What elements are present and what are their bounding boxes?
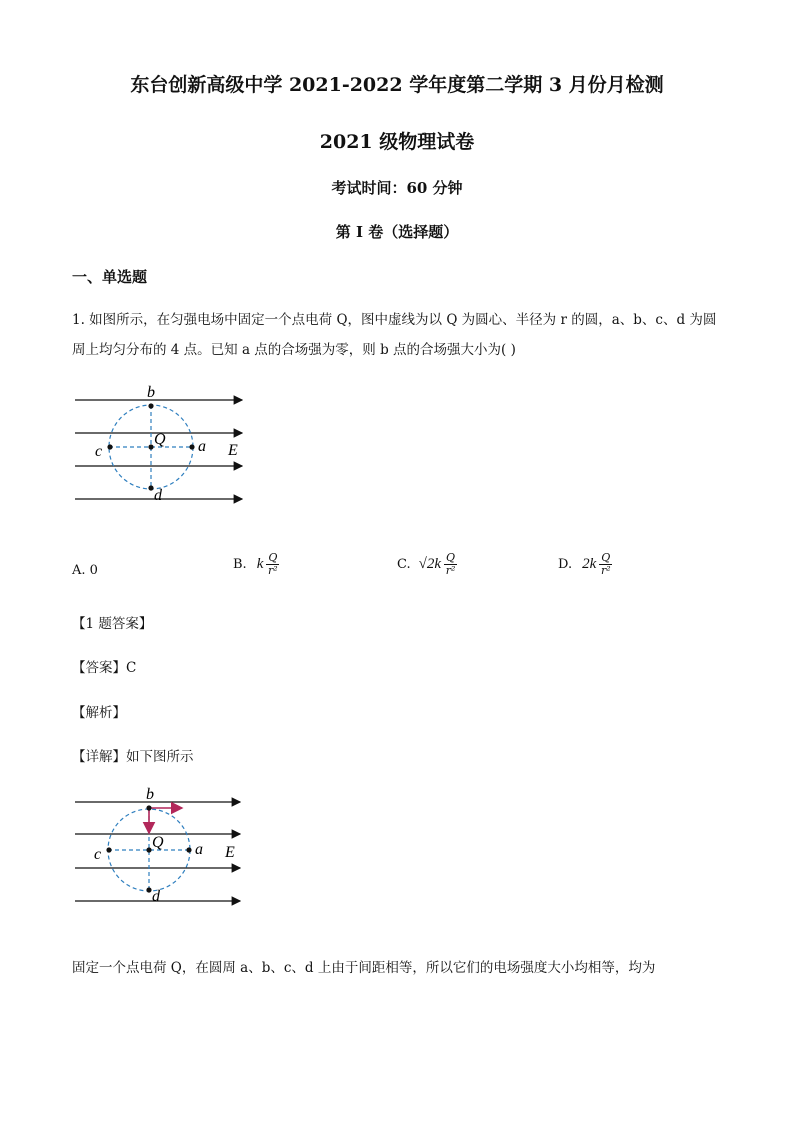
point-d — [146, 887, 151, 892]
point-b — [148, 403, 153, 408]
option-c-sqrt2k: √2k — [418, 556, 442, 572]
fraction-den: r² — [445, 564, 456, 577]
fraction-num: Q — [268, 551, 278, 564]
label-d: d — [154, 487, 162, 504]
detail-line — [72, 745, 194, 765]
exam-time: 考试时间：60 分钟 — [331, 179, 463, 197]
option-c[interactable] — [397, 552, 457, 577]
fraction-den: r² — [268, 564, 278, 577]
point-c — [106, 847, 111, 852]
solution-figure — [70, 785, 260, 910]
label-q: Q — [154, 431, 166, 448]
label-c: c — [94, 846, 102, 863]
option-d[interactable] — [558, 552, 612, 577]
point-a — [186, 847, 191, 852]
option-c-prefix: C. — [397, 557, 411, 572]
option-c-fraction — [444, 552, 457, 577]
fraction-num: Q — [601, 551, 611, 564]
point-a — [189, 444, 194, 449]
fraction-den: r² — [600, 564, 611, 577]
section-heading: 一、单选题 — [72, 268, 148, 286]
point-c — [107, 444, 112, 449]
field-figure — [70, 380, 260, 505]
exam-subtitle: 2021 级物理试卷 — [319, 131, 475, 153]
option-b[interactable] — [233, 552, 279, 577]
option-d-prefix: D. — [558, 557, 573, 572]
option-d-twok: 2k — [582, 556, 597, 572]
detail-text: 如下图所示 — [126, 749, 194, 765]
question-text-line1: 1. 如图所示，在匀强电场中固定一个点电荷 Q，图中虚线为以 Q 为圆心、半径为 r 的圆，a、b、c、d 为圆 — [72, 312, 717, 328]
exam-title: 东台创新高级中学 2021-2022 学年度第二学期 3 月份月检测 — [130, 74, 664, 96]
point-q — [146, 847, 151, 852]
label-d: d — [152, 888, 160, 905]
point-d — [148, 485, 153, 490]
answer-line — [72, 656, 136, 676]
point-q — [148, 444, 153, 449]
option-a[interactable]: A. 0 — [72, 563, 98, 578]
option-d-fraction — [599, 552, 612, 577]
label-c: c — [95, 443, 103, 460]
fraction-num: Q — [446, 551, 456, 564]
label-q: Q — [152, 834, 164, 851]
answer-tag: 【答案】 — [72, 660, 126, 676]
option-b-k: k — [256, 556, 264, 572]
question-text-line2: 周上均匀分布的 4 点。已知 a 点的合场强为零，则 b 点的合场强大小为( ) — [72, 342, 516, 358]
analysis-tag: 【解析】 — [72, 705, 126, 721]
volume-label: 第 I 卷（选择题） — [335, 223, 459, 241]
point-b — [146, 805, 151, 810]
label-b: b — [147, 384, 155, 401]
label-a: a — [198, 438, 206, 455]
option-b-prefix: B. — [233, 557, 247, 572]
label-e: E — [228, 442, 238, 459]
label-b: b — [146, 786, 154, 803]
label-e: E — [225, 844, 235, 861]
explanation-text: 固定一个点电荷 Q，在圆周 a、b、c、d 上由于间距相等，所以它们的电场强度大小均相等，均为 — [72, 960, 656, 976]
label-a: a — [195, 841, 203, 858]
answer-tag-question: 【1 题答案】 — [72, 616, 153, 632]
option-b-fraction — [266, 552, 279, 577]
detail-tag: 【详解】 — [72, 749, 126, 765]
answer-value: C — [126, 660, 137, 676]
